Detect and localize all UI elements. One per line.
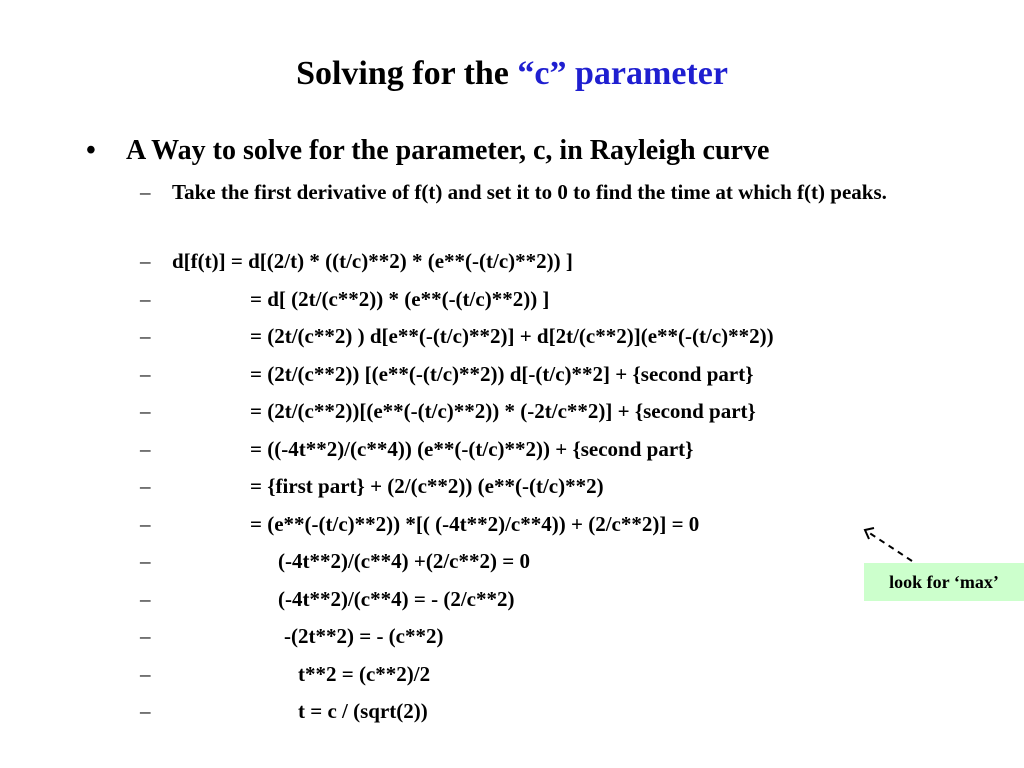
main-bullet xyxy=(86,132,769,170)
step-text: = (2t/(c**2))[(e**(-(t/c)**2)) * (-2t/c**2)] + {second part} xyxy=(250,399,756,423)
dash-marker: – xyxy=(140,437,151,461)
dash-marker: – xyxy=(140,180,151,204)
dash-marker: – xyxy=(140,474,151,498)
step-text: (-4t**2)/(c**4) +(2/c**2) = 0 xyxy=(278,549,530,573)
dash-marker: – xyxy=(140,587,151,611)
step-text: t**2 = (c**2)/2 xyxy=(298,662,431,686)
step-text: (-4t**2)/(c**4) = - (2/c**2) xyxy=(278,587,515,611)
dash-marker: – xyxy=(140,662,151,686)
step-text: = d[ (2t/(c**2)) * (e**(-(t/c)**2)) ] xyxy=(250,287,550,311)
dash-marker: – xyxy=(140,249,151,273)
dash-marker: – xyxy=(140,699,151,723)
step-text: = {first part} + (2/(c**2)) (e**(-(t/c)**2) xyxy=(250,474,604,498)
callout-look-for-max: look for ‘max’ xyxy=(864,563,1024,601)
step-text: Take the first derivative of f(t) and set it to 0 to find the time at which f(t) peaks. xyxy=(172,180,887,204)
title-prefix: Solving for the xyxy=(296,55,518,92)
bullet-marker: • xyxy=(86,135,96,166)
step-text: t = c / (sqrt(2)) xyxy=(298,699,428,723)
dash-marker: – xyxy=(140,287,151,311)
step-text: = ((-4t**2)/(c**4)) (e**(-(t/c)**2)) + {second part} xyxy=(250,437,694,461)
bullet-text: A Way to solve for the parameter, c, in Rayleigh curve xyxy=(126,135,770,166)
dash-marker: – xyxy=(140,362,151,386)
step-text: = (2t/(c**2)) [(e**(-(t/c)**2)) d[-(t/c)**2] + {second part} xyxy=(250,362,754,386)
dash-marker: – xyxy=(140,324,151,348)
slide-title xyxy=(0,52,1024,96)
dash-marker: – xyxy=(140,399,151,423)
title-highlight: “c” parameter xyxy=(517,55,728,92)
step-text: = (e**(-(t/c)**2)) *[( (-4t**2)/c**4)) + (2/c**2)] = 0 xyxy=(250,512,700,536)
step-text: = (2t/(c**2) ) d[e**(-(t/c)**2)] + d[2t/(c**2)](e**(-(t/c)**2)) xyxy=(250,324,774,348)
step-text: -(2t**2) = - (c**2) xyxy=(284,624,444,648)
dash-marker: – xyxy=(140,512,151,536)
dash-marker: – xyxy=(140,549,151,573)
dash-marker: – xyxy=(140,624,151,648)
step-text: d[f(t)] = d[(2/t) * ((t/c)**2) * (e**(-(t/c)**2)) ] xyxy=(172,249,573,273)
